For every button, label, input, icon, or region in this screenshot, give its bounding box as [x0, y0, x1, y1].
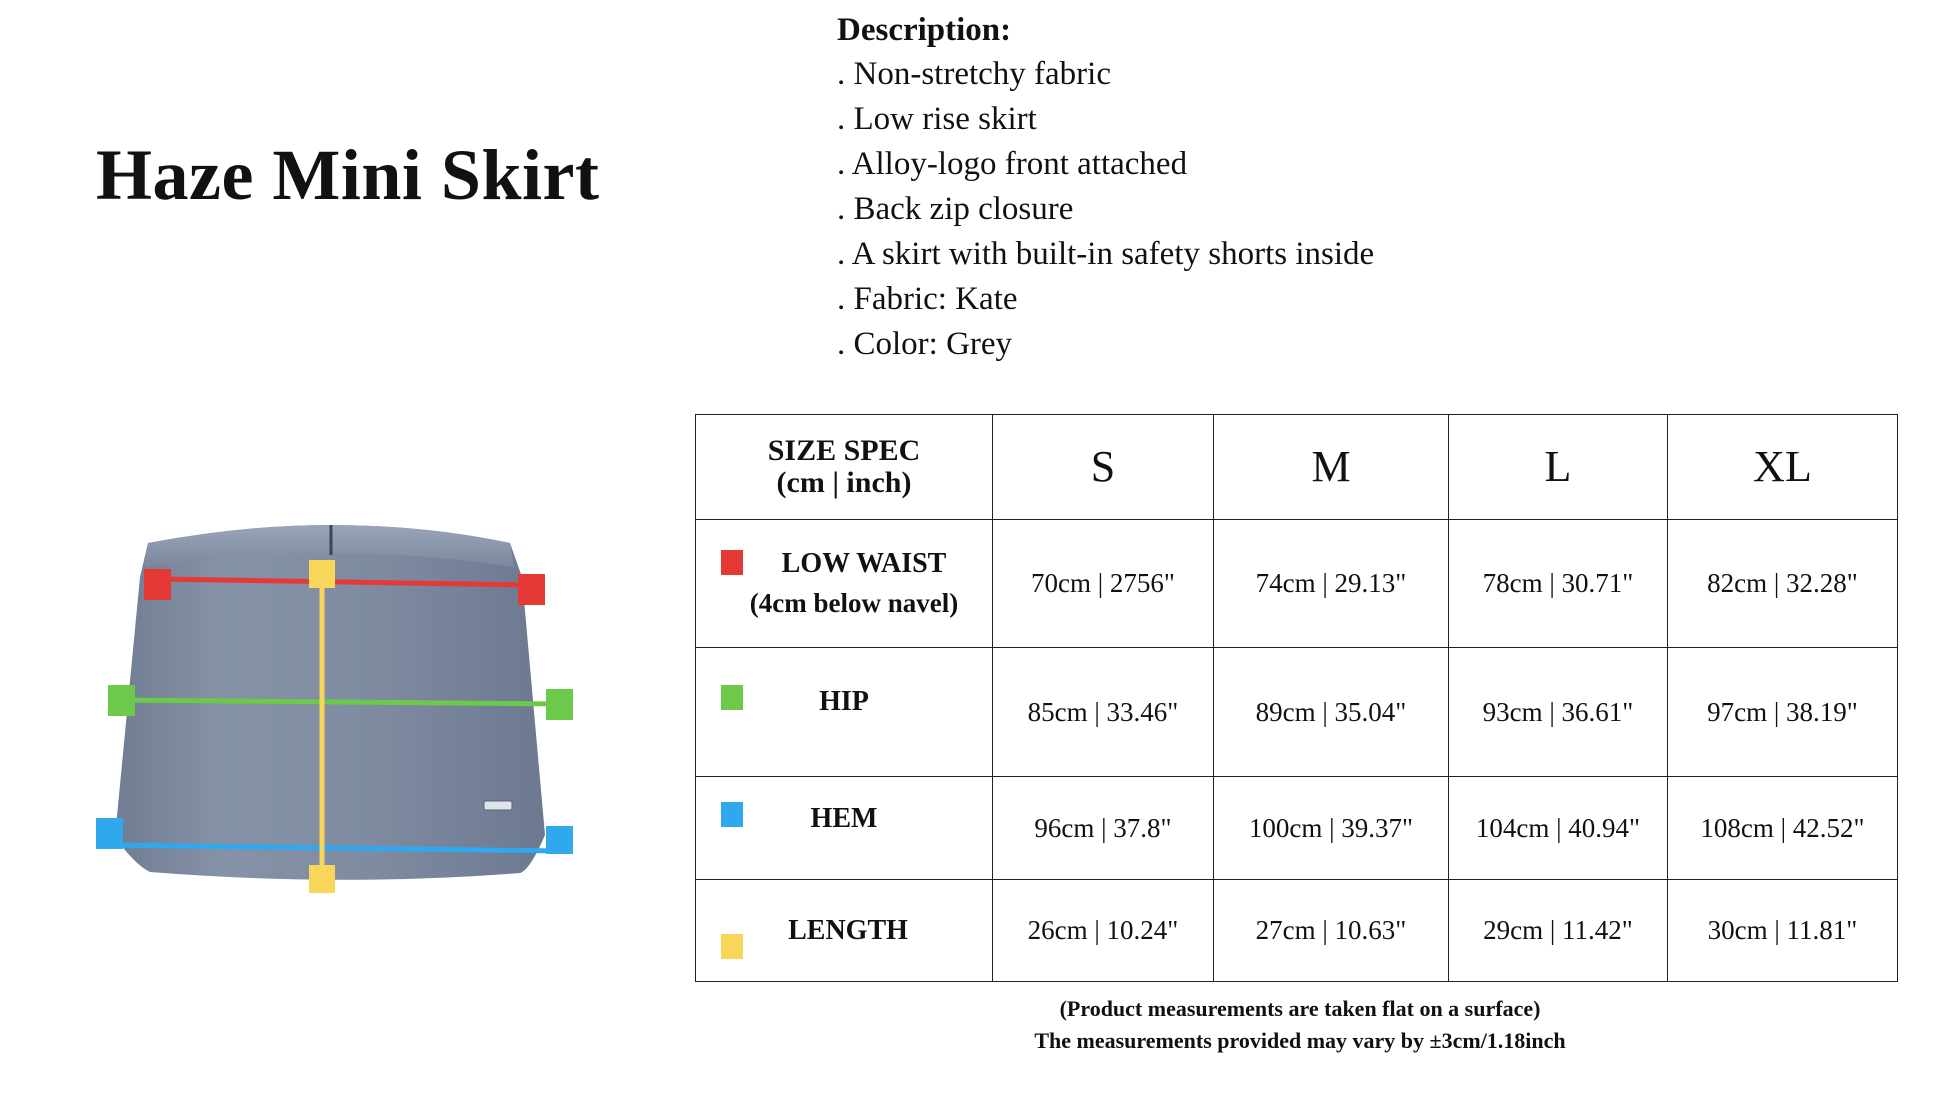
description-item: . Alloy-logo front attached: [837, 146, 1188, 182]
hem-label: HEM: [810, 803, 878, 835]
alloy-logo: [484, 801, 512, 810]
description-heading: Description:: [837, 12, 1012, 48]
length-label-cell: [696, 880, 993, 982]
description-item: . Color: Grey: [837, 326, 1013, 362]
measurement-note-variance: The measurements provided may vary by ±3cm/1.18inch: [1034, 1028, 1566, 1053]
length-s: 26cm | 10.24": [993, 880, 1214, 982]
size-spec-table: [695, 414, 1898, 982]
length-xl: 30cm | 11.81": [1668, 880, 1898, 982]
hem-xl: 108cm | 42.52": [1668, 776, 1898, 880]
hem-label-cell: [696, 776, 993, 880]
description-item: . A skirt with built-in safety shorts inside: [837, 236, 1375, 272]
product-title: Haze Mini Skirt: [96, 135, 600, 215]
table-row-hip: [696, 648, 1898, 777]
low-waist-s: 70cm | 2756": [993, 519, 1214, 648]
description-item: . Back zip closure: [837, 191, 1074, 227]
low-waist-l: 78cm | 30.71": [1449, 519, 1668, 648]
red-square-icon: [721, 550, 743, 575]
hip-l: 93cm | 36.61": [1449, 648, 1668, 777]
hem-m: 100cm | 39.37": [1214, 776, 1449, 880]
length-m: 27cm | 10.63": [1214, 880, 1449, 982]
waist-left-marker: [144, 569, 171, 600]
length-top-marker: [309, 560, 335, 588]
length-label: LENGTH: [788, 914, 908, 946]
hip-xl: 97cm | 38.19": [1668, 648, 1898, 777]
size-m-header: M: [1214, 415, 1449, 520]
green-square-icon: [721, 685, 743, 710]
table-row-length: [696, 880, 1898, 982]
size-s-header: S: [993, 415, 1214, 520]
description-item: . Low rise skirt: [837, 101, 1037, 137]
low-waist-xl: 82cm | 32.28": [1668, 519, 1898, 648]
low-waist-m: 74cm | 29.13": [1214, 519, 1449, 648]
size-spec-unit: (cm | inch): [776, 465, 912, 499]
table-row-hem: [696, 776, 1898, 880]
low-waist-sublabel: (4cm below navel): [749, 588, 959, 619]
hem-left-marker: [96, 818, 123, 849]
hem-right-marker: [546, 826, 573, 854]
description-list: [837, 52, 1537, 367]
size-spec-header: [696, 415, 993, 520]
size-l-header: L: [1449, 415, 1668, 520]
hip-label: HIP: [819, 686, 869, 718]
hip-label-cell: [696, 648, 993, 777]
description-block: [837, 8, 1537, 367]
description-item: . Fabric: Kate: [837, 281, 1018, 317]
table-row-low-waist: [696, 519, 1898, 648]
measurement-note-flat: (Product measurements are taken flat on a surface): [1059, 996, 1541, 1021]
table-header-row: [696, 415, 1898, 520]
waist-right-marker: [518, 574, 545, 605]
size-xl-header: XL: [1668, 415, 1898, 520]
length-l: 29cm | 11.42": [1449, 880, 1668, 982]
measurement-notes: [880, 993, 1720, 1057]
yellow-square-icon: [721, 934, 743, 959]
hip-s: 85cm | 33.46": [993, 648, 1214, 777]
hip-m: 89cm | 35.04": [1214, 648, 1449, 777]
low-waist-label: LOW WAIST: [781, 548, 947, 580]
skirt-measurement-diagram: [90, 515, 580, 895]
hem-s: 96cm | 37.8": [993, 776, 1214, 880]
blue-square-icon: [721, 802, 743, 827]
hip-right-marker: [546, 689, 573, 720]
hip-left-marker: [108, 685, 135, 716]
description-item: . Non-stretchy fabric: [837, 56, 1111, 92]
size-spec-title: SIZE SPEC: [767, 433, 921, 467]
length-bottom-marker: [309, 865, 335, 893]
hem-l: 104cm | 40.94": [1449, 776, 1668, 880]
low-waist-label-cell: [696, 519, 993, 648]
